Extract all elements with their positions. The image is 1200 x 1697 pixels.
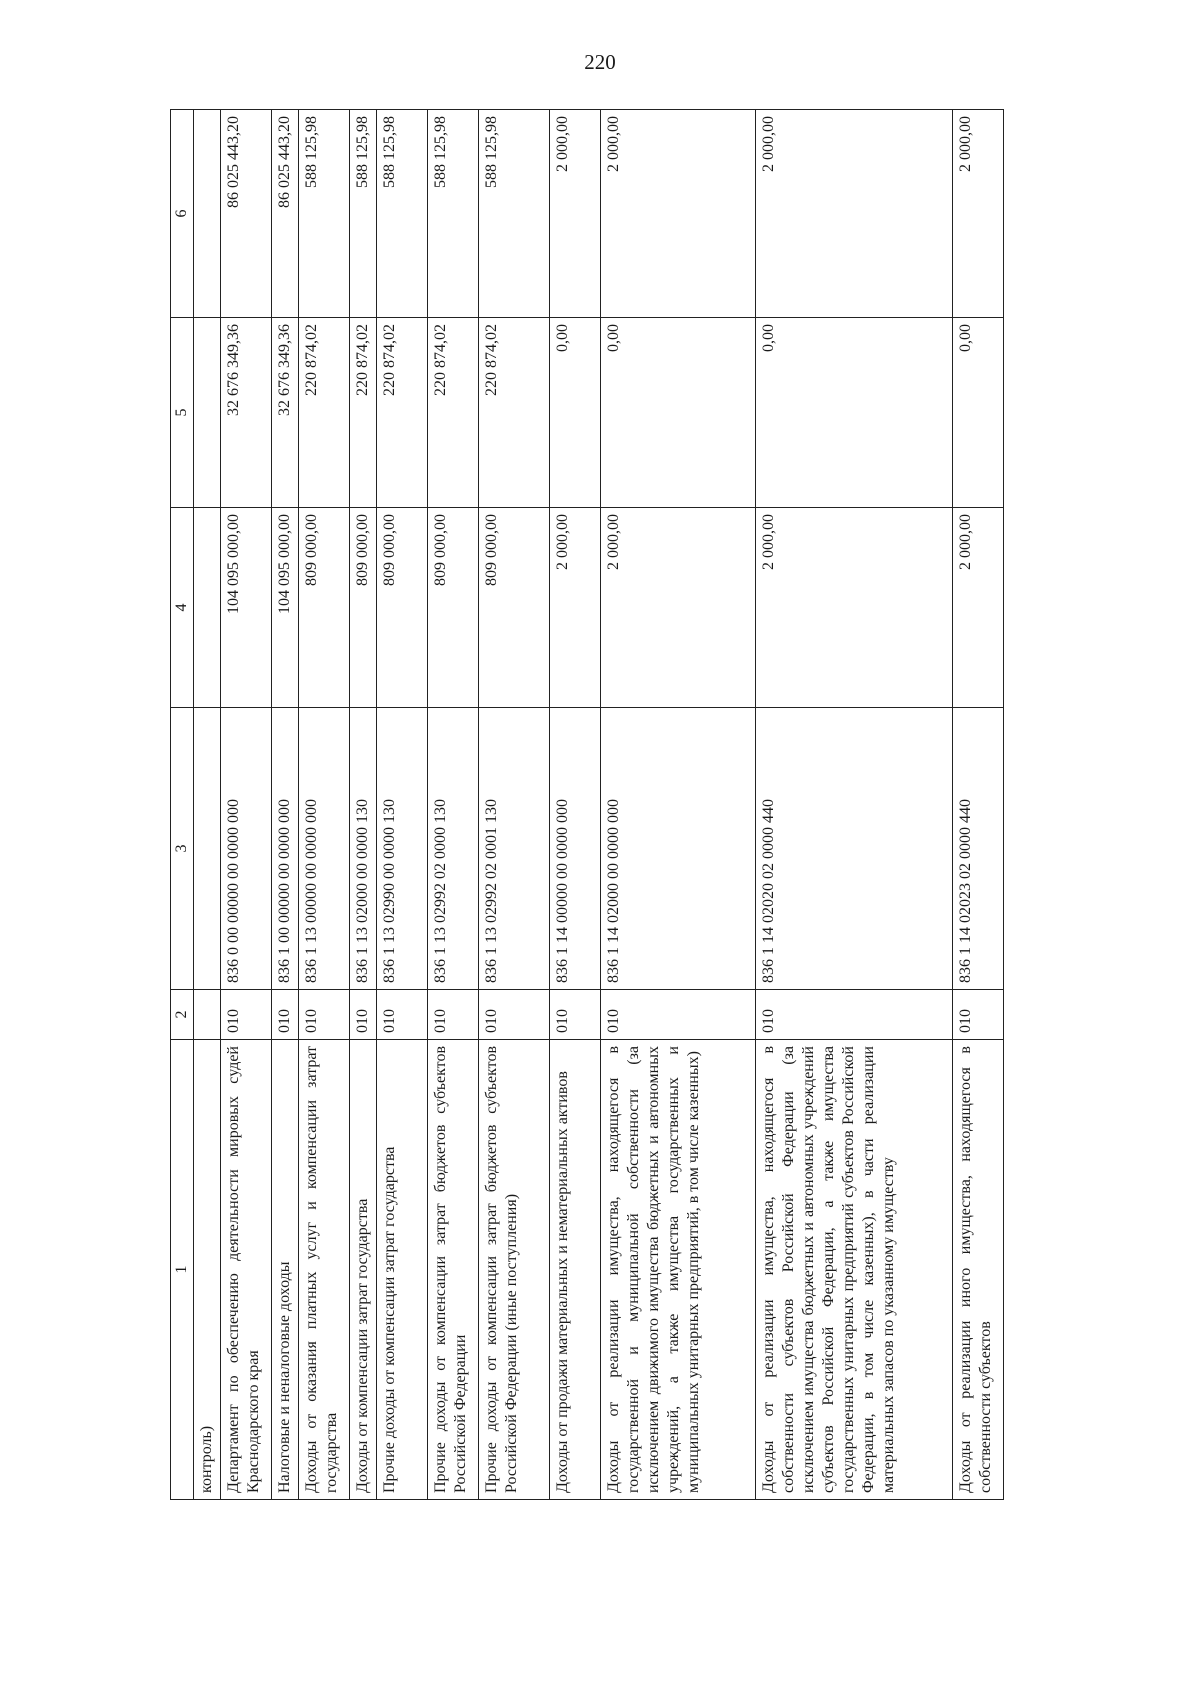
row-admin-code: 010: [221, 990, 272, 1040]
row-kbk-code: 836 1 14 02020 02 0000 440: [756, 708, 953, 990]
row-admin-code: 010: [479, 990, 550, 1040]
row-plan: 104 095 000,00: [221, 508, 272, 708]
row-plan: 2 000,00: [953, 508, 1004, 708]
row-kbk-code: 836 0 00 00000 00 0000 000: [221, 708, 272, 990]
row-kbk-code: 836 1 13 02000 00 0000 130: [350, 708, 377, 990]
row-other: 2 000,00: [953, 110, 1004, 318]
row-admin-code: 010: [756, 990, 953, 1040]
row-fact: 220 874,02: [350, 318, 377, 508]
row-other: 2 000,00: [550, 110, 601, 318]
row-name: Доходы от оказания платных услуг и компенсации затрат государства: [299, 1040, 350, 1500]
row-name: Налоговые и неналоговые доходы: [272, 1040, 299, 1500]
row-plan: 809 000,00: [377, 508, 428, 708]
row-kbk-code: 836 1 13 02992 02 0000 130: [428, 708, 479, 990]
page-number: 220: [584, 50, 616, 74]
row-fact: [194, 318, 221, 508]
row-admin-code: 010: [377, 990, 428, 1040]
table-row: [194, 110, 221, 1500]
row-other: [194, 110, 221, 318]
row-admin-code: 010: [350, 990, 377, 1040]
row-name: Доходы от компенсации затрат государства: [350, 1040, 377, 1500]
row-kbk-code: 836 1 13 02992 02 0001 130: [479, 708, 550, 990]
row-plan: [194, 508, 221, 708]
row-fact: 0,00: [756, 318, 953, 508]
row-name: контроль): [194, 1040, 221, 1500]
row-fact: 32 676 349,36: [221, 318, 272, 508]
row-admin-code: [194, 990, 221, 1040]
row-fact: 220 874,02: [479, 318, 550, 508]
row-fact: 0,00: [953, 318, 1004, 508]
table-row: [299, 110, 350, 1500]
row-other: 86 025 443,20: [272, 110, 299, 318]
row-plan: 2 000,00: [756, 508, 953, 708]
table-row: [756, 110, 953, 1500]
table-row: [272, 110, 299, 1500]
table-row: [479, 110, 550, 1500]
row-fact: 220 874,02: [428, 318, 479, 508]
column-number: 4: [171, 508, 194, 708]
row-fact: 0,00: [601, 318, 756, 508]
column-number: 5: [171, 318, 194, 508]
table-row: [221, 110, 272, 1500]
row-name: Прочие доходы от компенсации затрат бюджетов субъектов Российской Федерации: [428, 1040, 479, 1500]
row-plan: 809 000,00: [299, 508, 350, 708]
row-plan: 809 000,00: [350, 508, 377, 708]
row-plan: 809 000,00: [479, 508, 550, 708]
rotated-table-container: [170, 110, 1078, 1500]
row-name: Прочие доходы от компенсации затрат бюджетов субъектов Российской Федерации (иные поступления): [479, 1040, 550, 1500]
column-number-row: [171, 110, 194, 1500]
column-number: 6: [171, 110, 194, 318]
row-plan: 2 000,00: [601, 508, 756, 708]
row-kbk-code: [194, 708, 221, 990]
row-kbk-code: 836 1 00 00000 00 0000 000: [272, 708, 299, 990]
row-other: 588 125,98: [350, 110, 377, 318]
table-row: [428, 110, 479, 1500]
row-name: Доходы от продажи материальных и нематериальных активов: [550, 1040, 601, 1500]
row-kbk-code: 836 1 14 00000 00 0000 000: [550, 708, 601, 990]
row-admin-code: 010: [272, 990, 299, 1040]
row-other: 2 000,00: [601, 110, 756, 318]
row-kbk-code: 836 1 14 02000 00 0000 000: [601, 708, 756, 990]
row-name: Доходы от реализации имущества, находящегося в собственности субъектов Российской Федерации (за исключением имущества бюджетных и автономных учреждений субъектов Российской Федерации, а также имущества государственных унитарных предприятий субъектов Российской Федерации, в том числе казенных), в части реализации материальных запасов по указанному имуществу: [756, 1040, 953, 1500]
row-other: 588 125,98: [377, 110, 428, 318]
row-kbk-code: 836 1 14 02023 02 0000 440: [953, 708, 1004, 990]
row-name: Департамент по обеспечению деятельности мировых судей Краснодарского края: [221, 1040, 272, 1500]
row-admin-code: 010: [428, 990, 479, 1040]
column-number: 1: [171, 1040, 194, 1500]
row-name: Прочие доходы от компенсации затрат государства: [377, 1040, 428, 1500]
row-other: 588 125,98: [299, 110, 350, 318]
row-name: Доходы от реализации иного имущества, находящегося в собственности субъектов: [953, 1040, 1004, 1500]
budget-table: [170, 109, 1004, 1500]
column-number: 3: [171, 708, 194, 990]
row-plan: 2 000,00: [550, 508, 601, 708]
row-other: 588 125,98: [479, 110, 550, 318]
table-row: [550, 110, 601, 1500]
row-kbk-code: 836 1 13 00000 00 0000 000: [299, 708, 350, 990]
row-kbk-code: 836 1 13 02990 00 0000 130: [377, 708, 428, 990]
row-admin-code: 010: [299, 990, 350, 1040]
row-plan: 809 000,00: [428, 508, 479, 708]
column-number: 2: [171, 990, 194, 1040]
row-other: 588 125,98: [428, 110, 479, 318]
row-admin-code: 010: [953, 990, 1004, 1040]
row-plan: 104 095 000,00: [272, 508, 299, 708]
row-fact: 32 676 349,36: [272, 318, 299, 508]
table-row: [377, 110, 428, 1500]
table-row: [350, 110, 377, 1500]
row-other: 86 025 443,20: [221, 110, 272, 318]
table-row: [953, 110, 1004, 1500]
table-row: [601, 110, 756, 1500]
row-fact: 220 874,02: [377, 318, 428, 508]
row-admin-code: 010: [601, 990, 756, 1040]
row-other: 2 000,00: [756, 110, 953, 318]
row-fact: 0,00: [550, 318, 601, 508]
row-admin-code: 010: [550, 990, 601, 1040]
row-name: Доходы от реализации имущества, находящегося в государственной и муниципальной собственности (за исключением движимого имущества бюджетных и автономных учреждений, а также имущества государственных и муниципальных унитарных предприятий, в том числе казенных): [601, 1040, 756, 1500]
row-fact: 220 874,02: [299, 318, 350, 508]
